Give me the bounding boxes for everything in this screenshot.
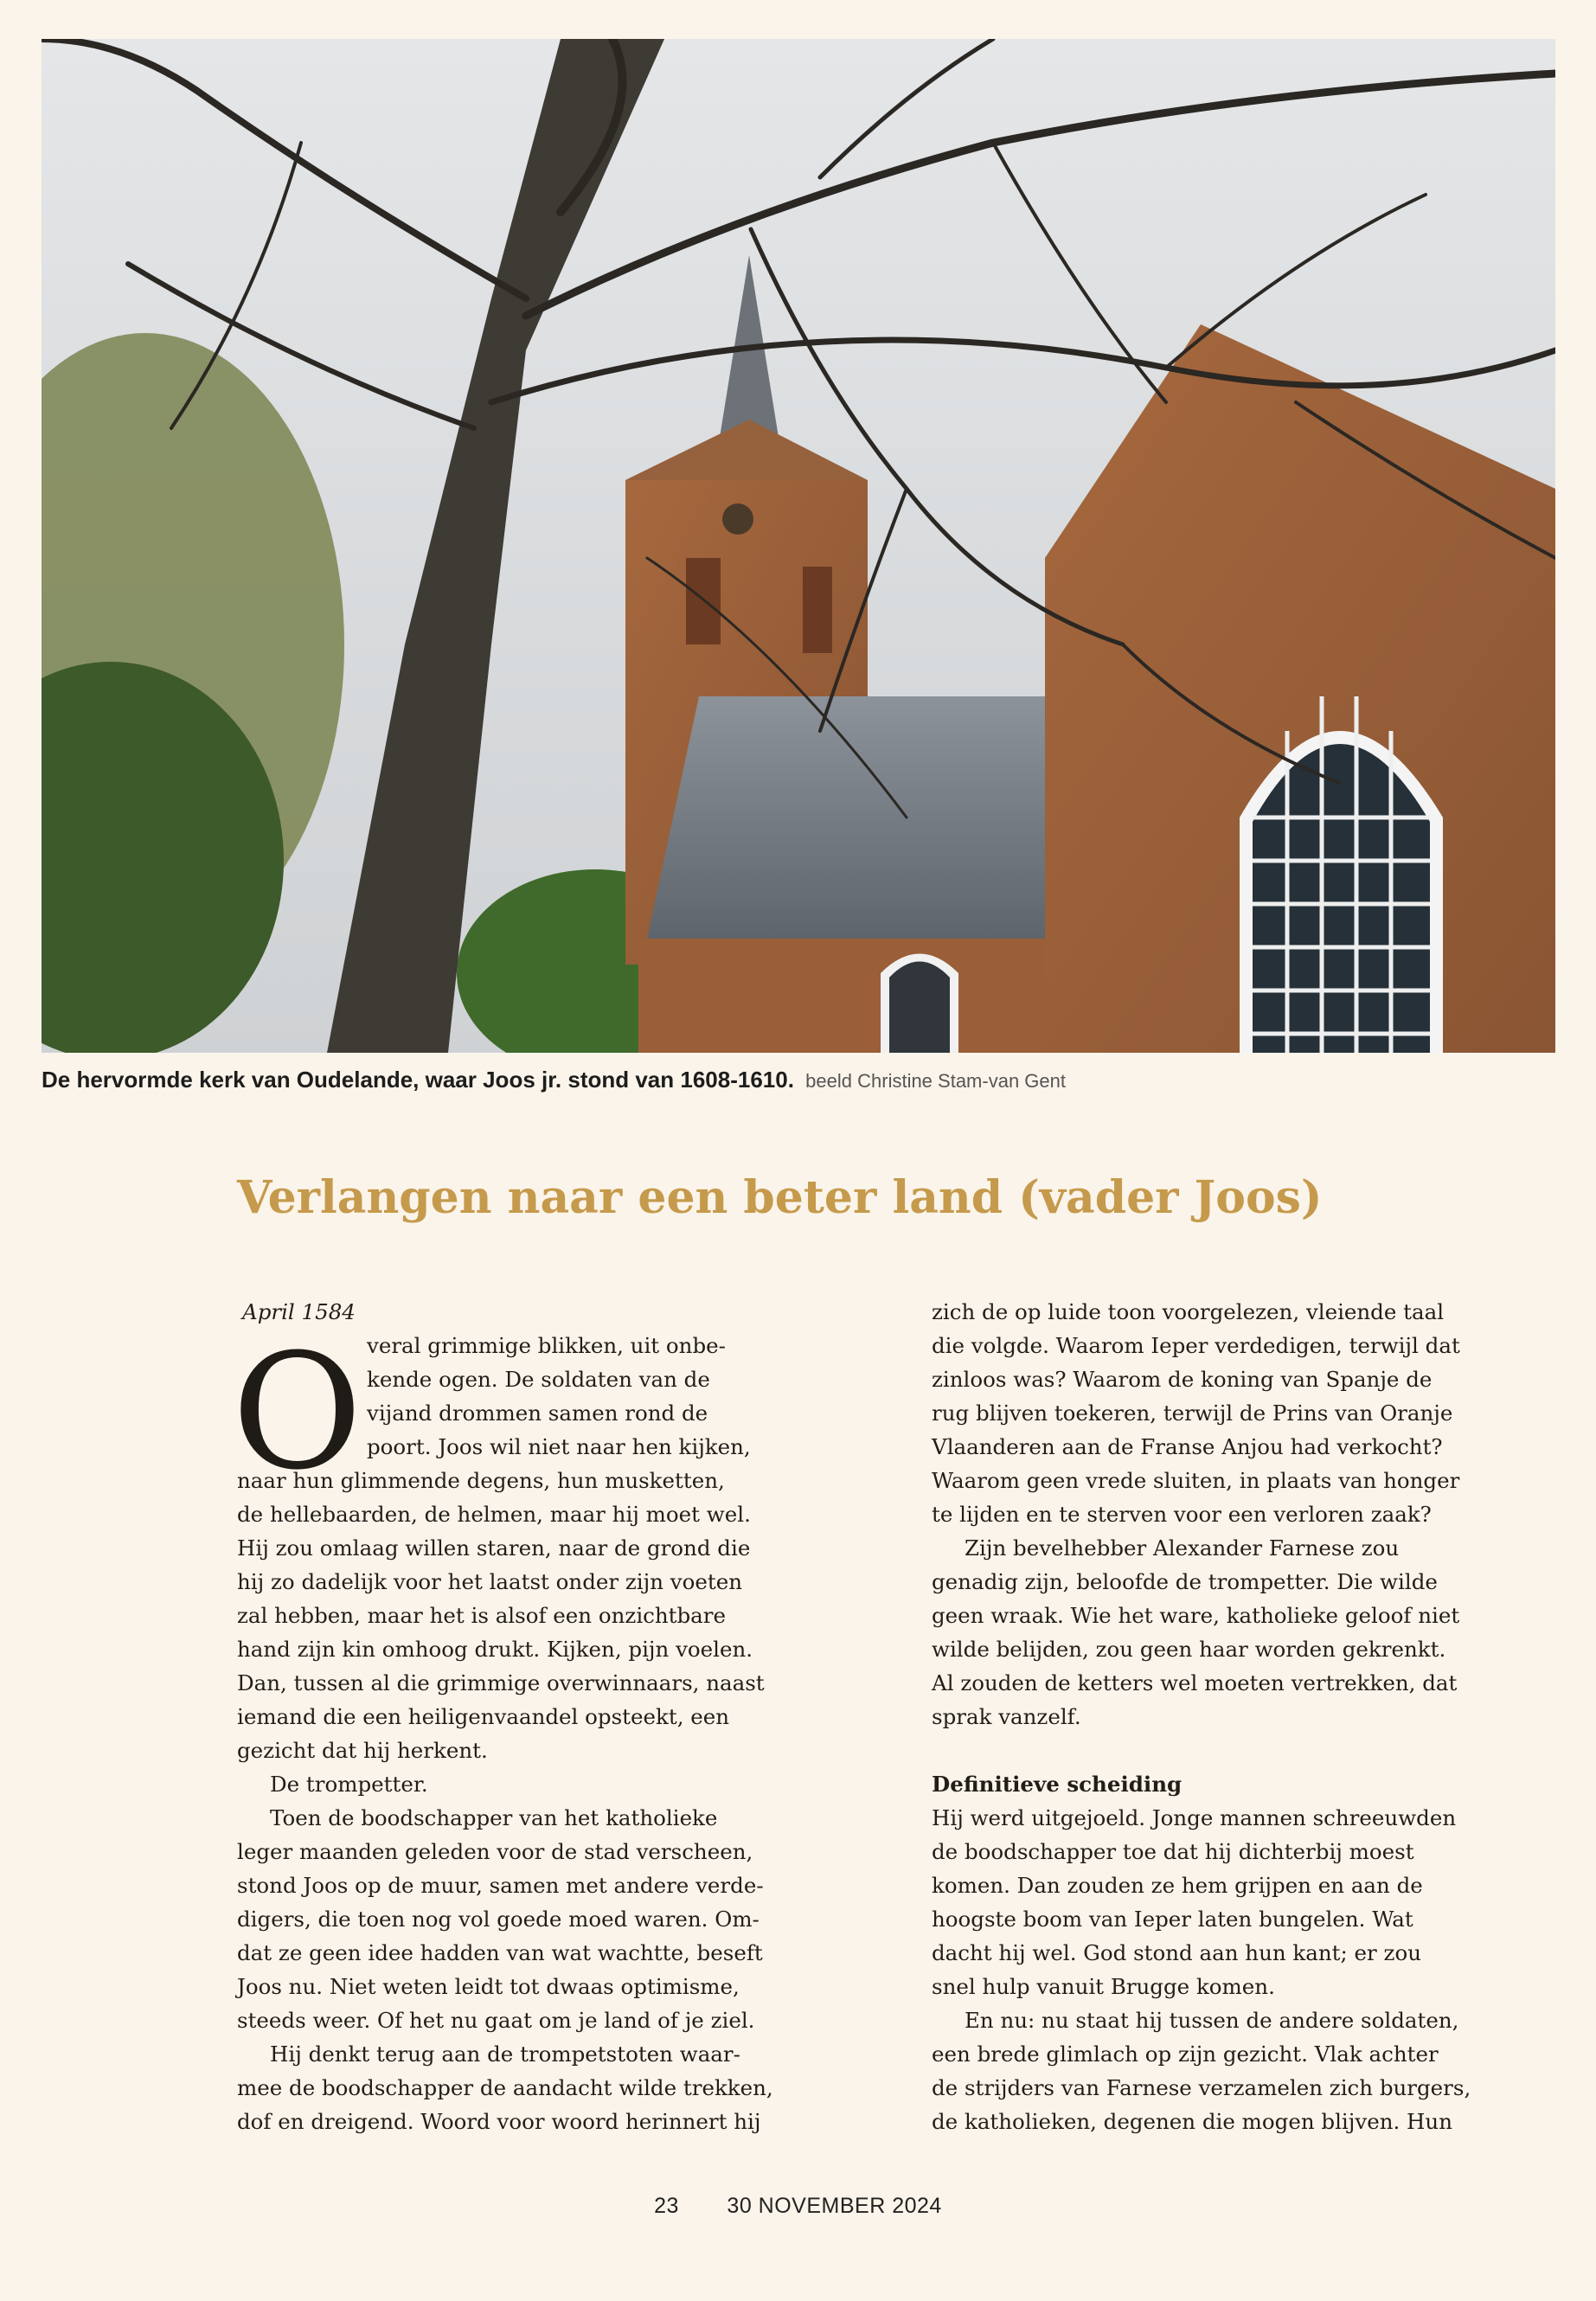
- text-line: dacht hij wel. God stond aan hun kant; er zou: [932, 1940, 1421, 1965]
- text-line: hij zo dadelijk voor het laatst onder zijn voeten: [237, 1569, 743, 1594]
- text-line: Dan, tussen al die grimmige overwinnaars, naast: [237, 1670, 765, 1695]
- page-number: 23: [654, 2194, 679, 2218]
- dropcap-line: vijand drommen samen rond de: [367, 1400, 708, 1426]
- church-photo: [42, 39, 1555, 1053]
- text-line: snel hulp vanuit Brugge komen.: [932, 1974, 1275, 1999]
- text-line: Al zouden de ketters wel moeten vertrekken, dat: [932, 1670, 1458, 1695]
- text-line: een brede glimlach op zijn gezicht. Vlak achter: [932, 2041, 1439, 2067]
- text-line: Zijn bevelhebber Alexander Farnese zou: [965, 1535, 1400, 1561]
- text-line: dof en dreigend. Woord voor woord herinnert hij: [237, 2109, 761, 2134]
- text-line: gezicht dat hij herkent.: [237, 1738, 488, 1763]
- text-line: komen. Dan zouden ze hem grijpen en aan de: [932, 1873, 1423, 1898]
- article-title: Verlangen naar een beter land (vader Joos): [237, 1171, 1323, 1224]
- text-line: leger maanden geleden voor de stad verscheen,: [237, 1839, 753, 1864]
- text-line: de strijders van Farnese verzamelen zich burgers,: [932, 2075, 1471, 2100]
- text-line: mee de boodschapper de aandacht wilde trekken,: [237, 2075, 773, 2100]
- text-line: veral grimmige blikken, uit onbe-: [367, 1333, 726, 1358]
- text-line: stond Joos op de muur, samen met andere verde-: [237, 1873, 764, 1898]
- text-line: de hellebaarden, de helmen, maar hij moet wel.: [237, 1502, 751, 1527]
- text-line: digers, die toen nog vol goede moed waren. Om-: [237, 1907, 760, 1932]
- dateline: April 1584: [242, 1299, 356, 1324]
- dropcap-line: kende ogen. De soldaten van de: [367, 1367, 710, 1392]
- dropcap-line: poort. Joos wil niet naar hen kijken,: [367, 1434, 751, 1459]
- text-line: rug blijven toekeren, terwijl de Prins van Oranje: [932, 1400, 1453, 1426]
- dropcap: O: [232, 1320, 362, 1505]
- text-line: Hij werd uitgejoeld. Jonge mannen schreeuwden: [932, 1805, 1457, 1830]
- text-line: De trompetter.: [270, 1772, 428, 1797]
- section-subhead: Definitieve scheiding: [932, 1772, 1183, 1797]
- page-footer: [0, 2194, 1596, 2219]
- text-line: zal hebben, maar het is alsof een onzichtbare: [237, 1603, 726, 1628]
- paragraph-gap: [932, 1734, 1485, 1767]
- text-line: iemand die een heiligenvaandel opsteekt, een: [237, 1704, 730, 1729]
- text-line: hand zijn kin omhoog drukt. Kijken, pijn voelen.: [237, 1637, 753, 1662]
- text-line: te lijden en te sterven voor een verloren zaak?: [932, 1502, 1432, 1527]
- text-line: En nu: nu staat hij tussen de andere soldaten,: [965, 2008, 1459, 2033]
- photo-caption: [42, 1064, 1564, 1097]
- text-line: de katholieken, degenen die mogen blijven. Hun: [932, 2109, 1452, 2134]
- text-line: genadig zijn, beloofde de trompetter. Die wilde: [932, 1569, 1438, 1594]
- text-line: Hij zou omlaag willen staren, naar de grond die: [237, 1535, 751, 1561]
- article-column-left: [232, 1295, 791, 2138]
- text-line: Hij denkt terug aan de trompetstoten waar-: [270, 2041, 740, 2067]
- text-line: dat ze geen idee hadden van wat wachtte, beseft: [237, 1940, 763, 1965]
- text-line: geen wraak. Wie het ware, katholieke geloof niet: [932, 1603, 1460, 1628]
- caption-text: De hervormde kerk van Oudelande, waar Joos jr. stond van 1608-1610.: [42, 1067, 794, 1093]
- text-line: hoogste boom van Ieper laten bungelen. Wat: [932, 1907, 1413, 1932]
- text-line: Waarom geen vrede sluiten, in plaats van honger: [932, 1468, 1460, 1493]
- text-line: zinloos was? Waarom de koning van Spanje de: [932, 1367, 1433, 1392]
- text-line: naar hun glimmende degens, hun musketten,: [237, 1468, 725, 1493]
- article-column-right: [932, 1295, 1485, 2138]
- text-line: die volgde. Waarom Ieper verdedigen, terwijl dat: [932, 1333, 1460, 1358]
- text-line: Toen de boodschapper van het katholieke: [270, 1805, 718, 1830]
- photo-credit: beeld Christine Stam-van Gent: [805, 1070, 1066, 1092]
- issue-date: 30 NOVEMBER 2024: [727, 2194, 942, 2218]
- text-line: Vlaanderen aan de Franse Anjou had verkocht?: [932, 1434, 1443, 1459]
- text-line: Joos nu. Niet weten leidt tot dwaas optimisme,: [237, 1974, 740, 1999]
- church-illustration: [42, 39, 1555, 1053]
- text-line: de boodschapper toe dat hij dichterbij moest: [932, 1839, 1414, 1864]
- text-line: sprak vanzelf.: [932, 1704, 1081, 1729]
- text-line: steeds weer. Of het nu gaat om je land of je ziel.: [237, 2008, 755, 2033]
- text-line: wilde belijden, zou geen haar worden gekrenkt.: [932, 1637, 1446, 1662]
- text-line: zich de op luide toon voorgelezen, vleiende taal: [932, 1299, 1445, 1324]
